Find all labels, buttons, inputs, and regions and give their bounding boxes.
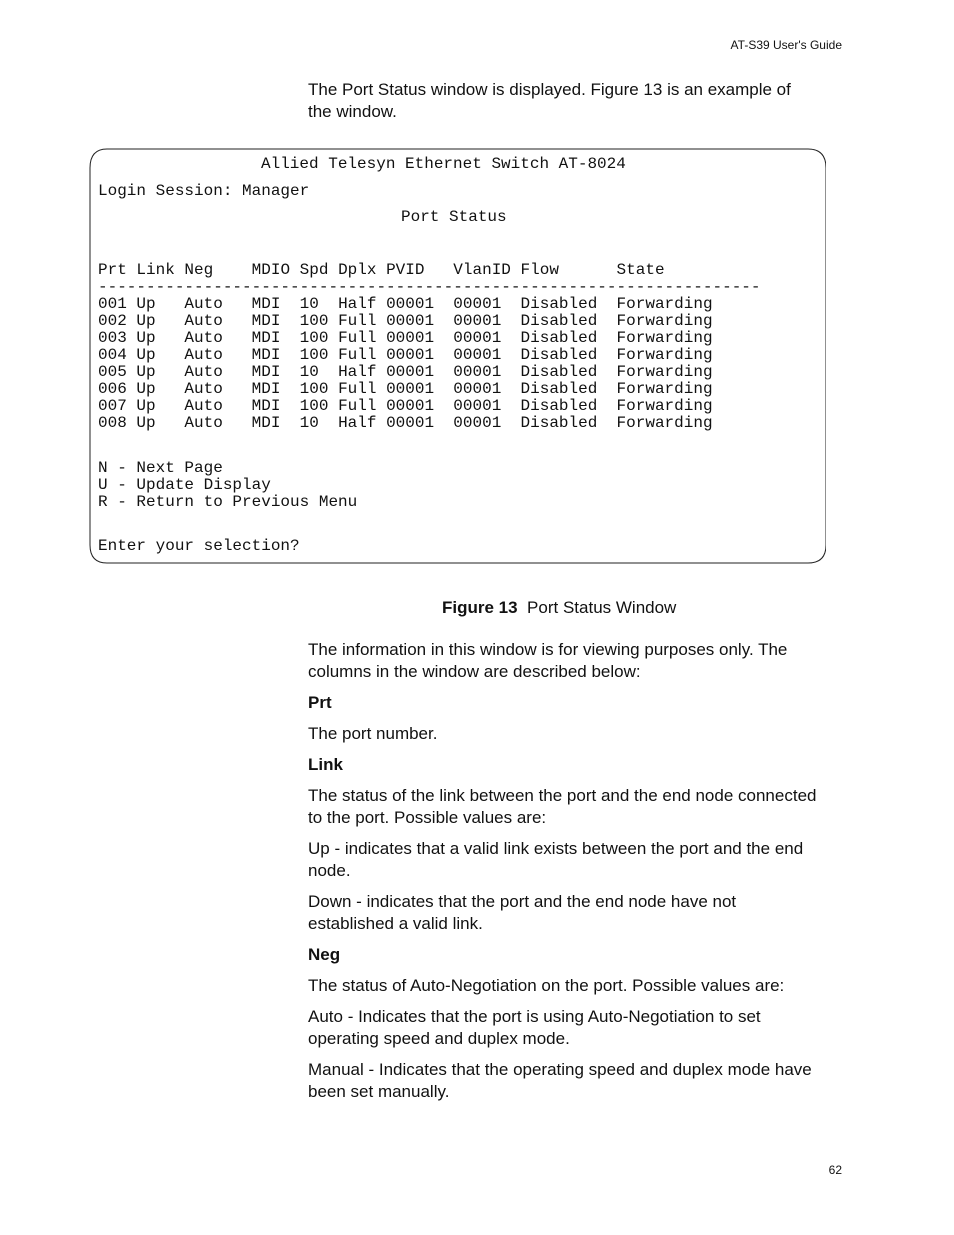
cell-state: Forwarding <box>616 397 723 415</box>
cell-state: Forwarding <box>616 414 723 432</box>
neg-description: The status of Auto-Negotiation on the port. Possible values are: <box>308 976 785 995</box>
cell-state: Forwarding <box>616 295 723 313</box>
cell-spd: 100 <box>299 346 339 364</box>
column-descriptions <box>308 639 820 1112</box>
neg-term: Neg <box>308 945 341 964</box>
cell-link: Up <box>136 397 185 415</box>
column-header-link: Link <box>136 261 185 279</box>
cell-spd: 10 <box>299 363 339 381</box>
port-rows <box>98 296 722 432</box>
cell-link: Up <box>136 329 185 347</box>
cell-spd: 100 <box>299 397 339 415</box>
cell-prt: 004 <box>98 346 137 364</box>
cell-pvid: 00001 <box>386 380 454 398</box>
cell-mdio: MDI <box>251 380 300 398</box>
cell-prt: 006 <box>98 380 137 398</box>
cell-neg: Auto <box>184 346 252 364</box>
cell-state: Forwarding <box>616 329 723 347</box>
cell-flow: Disabled <box>520 346 617 364</box>
cell-neg: Auto <box>184 312 252 330</box>
cell-neg: Auto <box>184 380 252 398</box>
selection-prompt: Enter your selection? <box>98 537 300 555</box>
cell-flow: Disabled <box>520 312 617 330</box>
column-headers <box>98 262 713 279</box>
menu-option: N - Next Page <box>98 459 223 477</box>
cell-neg: Auto <box>184 414 252 432</box>
cell-vlanid: 00001 <box>453 312 521 330</box>
cell-neg: Auto <box>184 295 252 313</box>
cell-spd: 10 <box>299 295 339 313</box>
cell-state: Forwarding <box>616 312 723 330</box>
cell-state: Forwarding <box>616 346 723 364</box>
column-header-spd: Spd <box>299 261 339 279</box>
cell-vlanid: 00001 <box>453 329 521 347</box>
column-header-neg: Neg <box>184 261 252 279</box>
column-header-state: State <box>616 261 713 279</box>
cell-link: Up <box>136 295 185 313</box>
cell-mdio: MDI <box>251 346 300 364</box>
port-row <box>98 347 722 364</box>
cell-link: Up <box>136 363 185 381</box>
cell-flow: Disabled <box>520 397 617 415</box>
cell-dplx: Full <box>338 397 387 415</box>
link-term: Link <box>308 755 343 774</box>
port-row <box>98 330 722 347</box>
neg-auto-description: Auto - Indicates that the port is using Auto-Negotiation to set operating speed and duplex mode. <box>308 1007 761 1048</box>
figure-label: Figure 13 <box>442 598 518 617</box>
screen-name: Port Status <box>401 208 507 226</box>
cell-vlanid: 00001 <box>453 380 521 398</box>
cell-mdio: MDI <box>251 414 300 432</box>
cell-neg: Auto <box>184 329 252 347</box>
cell-flow: Disabled <box>520 295 617 313</box>
port-row <box>98 415 722 432</box>
cell-spd: 100 <box>299 329 339 347</box>
cell-spd: 10 <box>299 414 339 432</box>
prt-term: Prt <box>308 693 332 712</box>
column-header-prt: Prt <box>98 261 137 279</box>
cell-vlanid: 00001 <box>453 346 521 364</box>
cell-vlanid: 00001 <box>453 414 521 432</box>
cell-spd: 100 <box>299 312 339 330</box>
terminal-window <box>89 148 826 564</box>
cell-pvid: 00001 <box>386 397 454 415</box>
port-row <box>98 313 722 330</box>
cell-flow: Disabled <box>520 329 617 347</box>
cell-mdio: MDI <box>251 312 300 330</box>
cell-state: Forwarding <box>616 363 723 381</box>
cell-dplx: Half <box>338 295 387 313</box>
figure-caption <box>442 598 676 618</box>
cell-mdio: MDI <box>251 329 300 347</box>
cell-prt: 002 <box>98 312 137 330</box>
column-header-pvid: PVID <box>386 261 454 279</box>
cell-prt: 003 <box>98 329 137 347</box>
cell-pvid: 00001 <box>386 295 454 313</box>
cell-pvid: 00001 <box>386 363 454 381</box>
cell-flow: Disabled <box>520 414 617 432</box>
cell-dplx: Half <box>338 414 387 432</box>
port-row <box>98 398 722 415</box>
description-paragraph: The information in this window is for viewing purposes only. The columns in the window are described below: <box>308 640 788 681</box>
intro-paragraph: The Port Status window is displayed. Figure 13 is an example of the window. <box>308 80 791 121</box>
login-session: Login Session: Manager <box>98 182 310 200</box>
port-row <box>98 364 722 381</box>
link-up-description: Up - indicates that a valid link exists between the port and the end node. <box>308 839 804 880</box>
cell-flow: Disabled <box>520 363 617 381</box>
cell-spd: 100 <box>299 380 339 398</box>
cell-pvid: 00001 <box>386 312 454 330</box>
column-header-mdio: MDIO <box>251 261 300 279</box>
cell-vlanid: 00001 <box>453 363 521 381</box>
cell-dplx: Full <box>338 329 387 347</box>
menu-option: R - Return to Previous Menu <box>98 493 358 511</box>
cell-prt: 007 <box>98 397 137 415</box>
cell-neg: Auto <box>184 363 252 381</box>
cell-prt: 008 <box>98 414 137 432</box>
cell-link: Up <box>136 312 185 330</box>
cell-link: Up <box>136 414 185 432</box>
link-description: The status of the link between the port and the end node connected to the port. Possible values are: <box>308 786 817 827</box>
cell-dplx: Full <box>338 380 387 398</box>
figure-title: Port Status Window <box>527 598 677 617</box>
cell-flow: Disabled <box>520 380 617 398</box>
cell-mdio: MDI <box>251 397 300 415</box>
cell-dplx: Full <box>338 312 387 330</box>
menu-options <box>98 460 357 511</box>
column-header-dplx: Dplx <box>338 261 387 279</box>
cell-mdio: MDI <box>251 295 300 313</box>
cell-state: Forwarding <box>616 380 723 398</box>
cell-prt: 001 <box>98 295 137 313</box>
cell-neg: Auto <box>184 397 252 415</box>
running-header: AT-S39 User's Guide <box>730 38 842 52</box>
cell-dplx: Full <box>338 346 387 364</box>
cell-pvid: 00001 <box>386 329 454 347</box>
menu-option: U - Update Display <box>98 476 271 494</box>
column-header-flow: Flow <box>520 261 617 279</box>
cell-link: Up <box>136 346 185 364</box>
separator-line: --------------------------------------------------------------------- <box>98 278 761 296</box>
port-row <box>98 296 722 313</box>
cell-link: Up <box>136 380 185 398</box>
port-row <box>98 381 722 398</box>
neg-manual-description: Manual - Indicates that the operating speed and duplex mode have been set manually. <box>308 1060 812 1101</box>
cell-pvid: 00001 <box>386 346 454 364</box>
prt-description: The port number. <box>308 724 438 743</box>
terminal-title: Allied Telesyn Ethernet Switch AT-8024 <box>261 155 626 173</box>
page-number: 62 <box>828 1163 842 1177</box>
cell-mdio: MDI <box>251 363 300 381</box>
cell-vlanid: 00001 <box>453 295 521 313</box>
cell-prt: 005 <box>98 363 137 381</box>
column-header-vlanid: VlanID <box>453 261 521 279</box>
link-down-description: Down - indicates that the port and the end node have not established a valid link. <box>308 892 737 933</box>
cell-pvid: 00001 <box>386 414 454 432</box>
cell-vlanid: 00001 <box>453 397 521 415</box>
cell-dplx: Half <box>338 363 387 381</box>
